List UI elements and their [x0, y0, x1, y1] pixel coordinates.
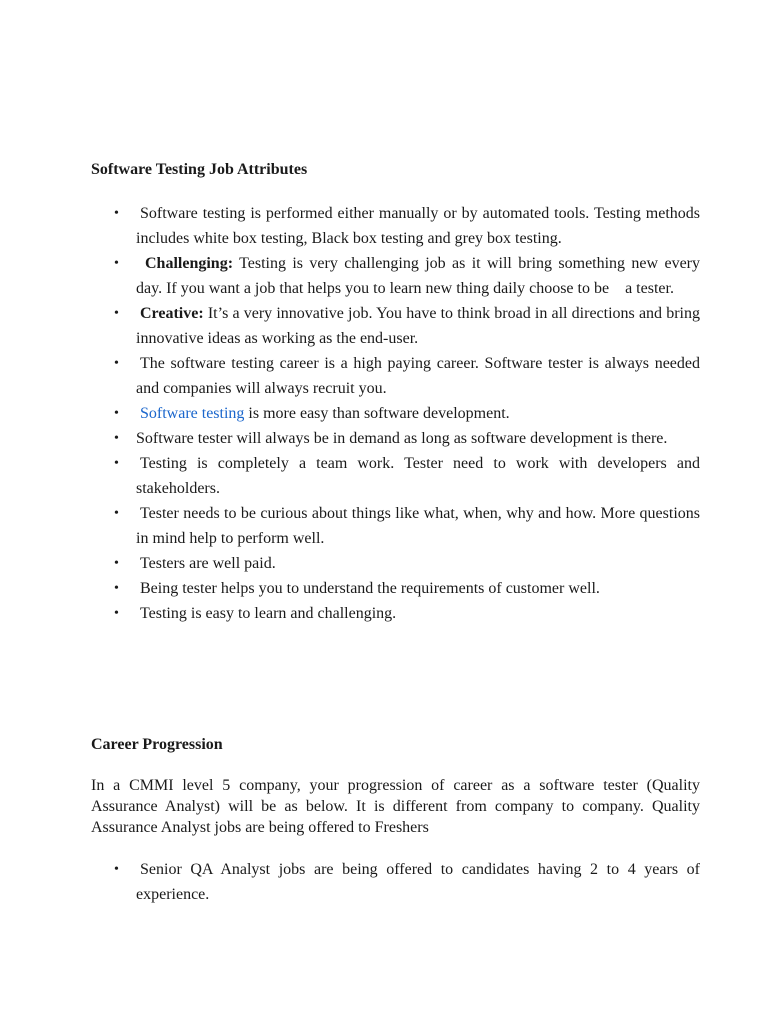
list-item-lead: Challenging:	[145, 255, 234, 272]
list-item	[0, 351, 700, 401]
bullet-icon: •	[114, 206, 119, 221]
job-attributes-list	[0, 201, 768, 626]
list-item	[0, 401, 700, 426]
list-item-text: Testing is completely a team work. Tester need to work with developers and stakeholders.	[136, 455, 700, 497]
list-item-text: Testers are well paid.	[140, 555, 276, 572]
bullet-icon: •	[114, 456, 119, 471]
bullet-icon: •	[114, 306, 119, 321]
list-item-text: Testing is easy to learn and challenging.	[140, 605, 397, 622]
section-heading-job-attributes: Software Testing Job Attributes	[91, 161, 308, 178]
list-item-text: Software tester will always be in demand as long as software development is there.	[136, 430, 668, 447]
list-item-text: Being tester helps you to understand the requirements of customer well.	[140, 580, 600, 597]
section-heading-career-progression: Career Progression	[91, 736, 223, 753]
bullet-icon: •	[114, 581, 119, 596]
list-item-lead: Creative:	[140, 305, 204, 322]
list-item	[0, 201, 700, 251]
career-progression-list	[0, 857, 768, 907]
list-item	[0, 451, 700, 501]
list-item	[0, 501, 700, 551]
bullet-icon: •	[114, 406, 119, 421]
list-item	[0, 251, 704, 301]
bullet-icon: •	[114, 556, 119, 571]
list-item-text: Testing is very challenging job as it will bring something new every day. If you want a job that helps you to learn new thing daily choose to be a tester.	[136, 255, 704, 297]
list-item	[0, 601, 700, 626]
list-item	[0, 301, 700, 351]
list-item-text: is more easy than software development.	[244, 405, 510, 422]
bullet-icon: •	[114, 606, 119, 621]
software-testing-link[interactable]: Software testing	[140, 405, 245, 422]
list-item-text: Software testing is performed either manually or by automated tools. Testing methods includes white box testing, Black box testing and grey box testing.	[136, 205, 700, 247]
bullet-icon: •	[114, 506, 119, 521]
career-progression-paragraph: In a CMMI level 5 company, your progression of career as a software tester (Quality Assurance Analyst) will be as below. It is different from company to company. Quality Assurance Analyst jobs are being offered to Freshers	[91, 777, 700, 836]
list-item	[0, 857, 700, 907]
list-item-text: It’s a very innovative job. You have to think broad in all directions and bring innovative ideas as working as the end-user.	[136, 305, 700, 347]
bullet-icon: •	[114, 862, 119, 877]
list-item	[0, 576, 700, 601]
list-item-text: Tester needs to be curious about things like what, when, why and how. More questions in mind help to perform well.	[136, 505, 700, 547]
list-item	[0, 426, 700, 451]
list-item-text: Senior QA Analyst jobs are being offered to candidates having 2 to 4 years of experience.	[136, 861, 700, 903]
bullet-icon: •	[114, 356, 119, 371]
list-item-text: The software testing career is a high paying career. Software tester is always needed and companies will always recruit you.	[136, 355, 700, 397]
bullet-icon: •	[114, 431, 119, 446]
list-item	[0, 551, 700, 576]
bullet-icon: •	[114, 256, 119, 271]
